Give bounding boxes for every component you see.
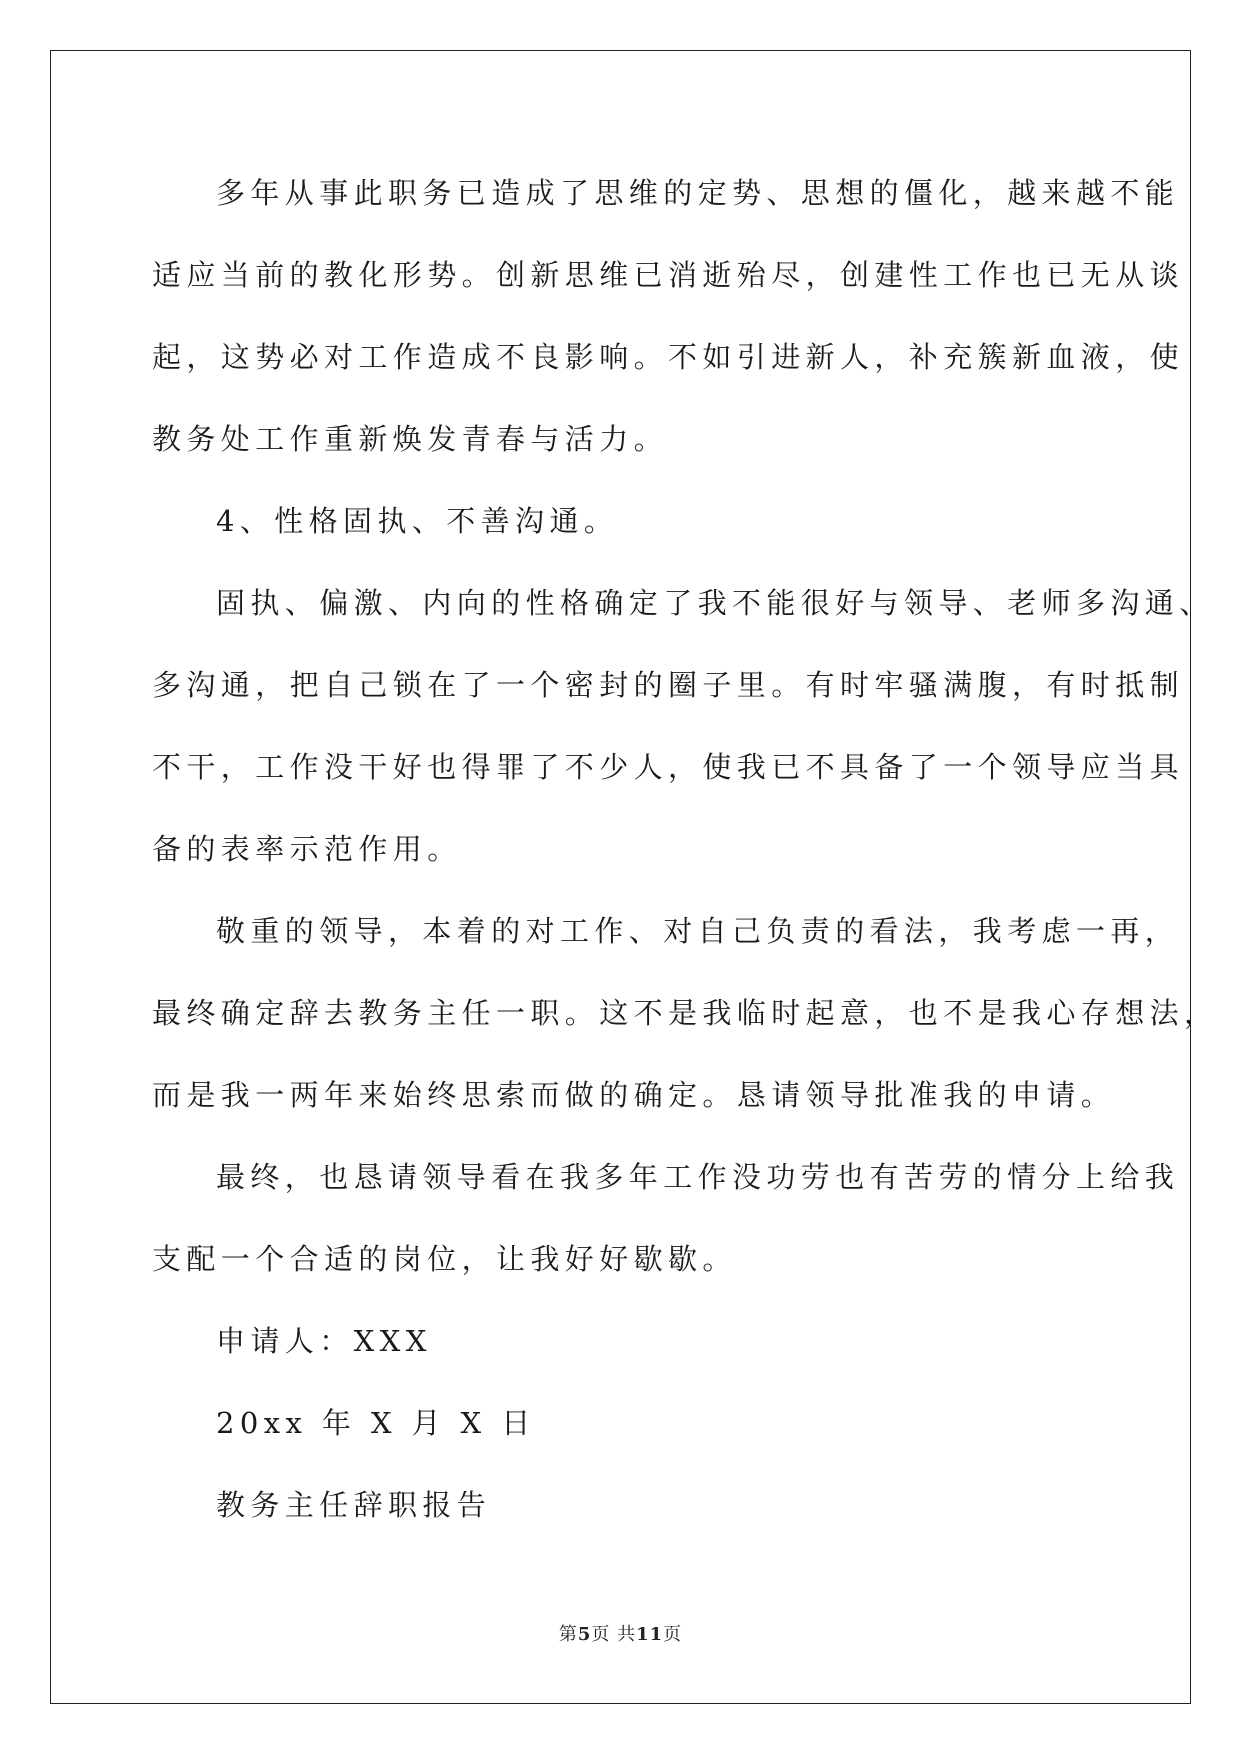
text-line: 不干，工作没干好也得罪了不少人，使我已不具备了一个领导应当具 xyxy=(152,750,1185,784)
text-line: 而是我一两年来始终思索而做的确定。恳请领导批准我的申请。 xyxy=(152,1078,1116,1112)
text-line: 支配一个合适的岗位，让我好好歇歇。 xyxy=(152,1242,737,1276)
text-line: 固执、偏激、内向的性格确定了我不能很好与领导、老师多沟通、 xyxy=(216,586,1214,620)
footer-suffix: 页 xyxy=(663,1624,683,1645)
section-heading: 4、性格固执、不善沟通。 xyxy=(216,504,619,538)
current-page-number: 5 xyxy=(577,1624,592,1645)
text-line: 多年从事此职务已造成了思维的定势、思想的僵化，越来越不能 xyxy=(216,176,1180,210)
text-line: 最终，也恳请领导看在我多年工作没功劳也有苦劳的情分上给我 xyxy=(216,1160,1180,1194)
document-body xyxy=(152,160,1219,1554)
next-section-title: 教务主任辞职报告 xyxy=(216,1488,492,1522)
applicant-signature: 申请人：XXX xyxy=(216,1324,432,1358)
text-line: 敬重的领导，本着的对工作、对自己负责的看法，我考虑一再， xyxy=(216,914,1180,948)
text-line: 备的表率示范作用。 xyxy=(152,832,462,866)
text-line: 起，这势必对工作造成不良影响。不如引进新人，补充簇新血液，使 xyxy=(152,340,1185,374)
total-page-count: 11 xyxy=(636,1624,664,1645)
text-line: 最终确定辞去教务主任一职。这不是我临时起意，也不是我心存想法， xyxy=(152,996,1219,1030)
document-date: 20xx 年 X 月 X 日 xyxy=(216,1406,536,1440)
text-line: 多沟通，把自己锁在了一个密封的圈子里。有时牢骚满腹，有时抵制 xyxy=(152,668,1185,702)
text-line: 适应当前的教化形势。创新思维已消逝殆尽，创建性工作也已无从谈 xyxy=(152,258,1185,292)
text-line: 教务处工作重新焕发青春与活力。 xyxy=(152,422,669,456)
footer-middle: 页 共 xyxy=(591,1624,637,1645)
page-footer xyxy=(0,1620,1241,1646)
footer-prefix: 第 xyxy=(558,1624,578,1645)
